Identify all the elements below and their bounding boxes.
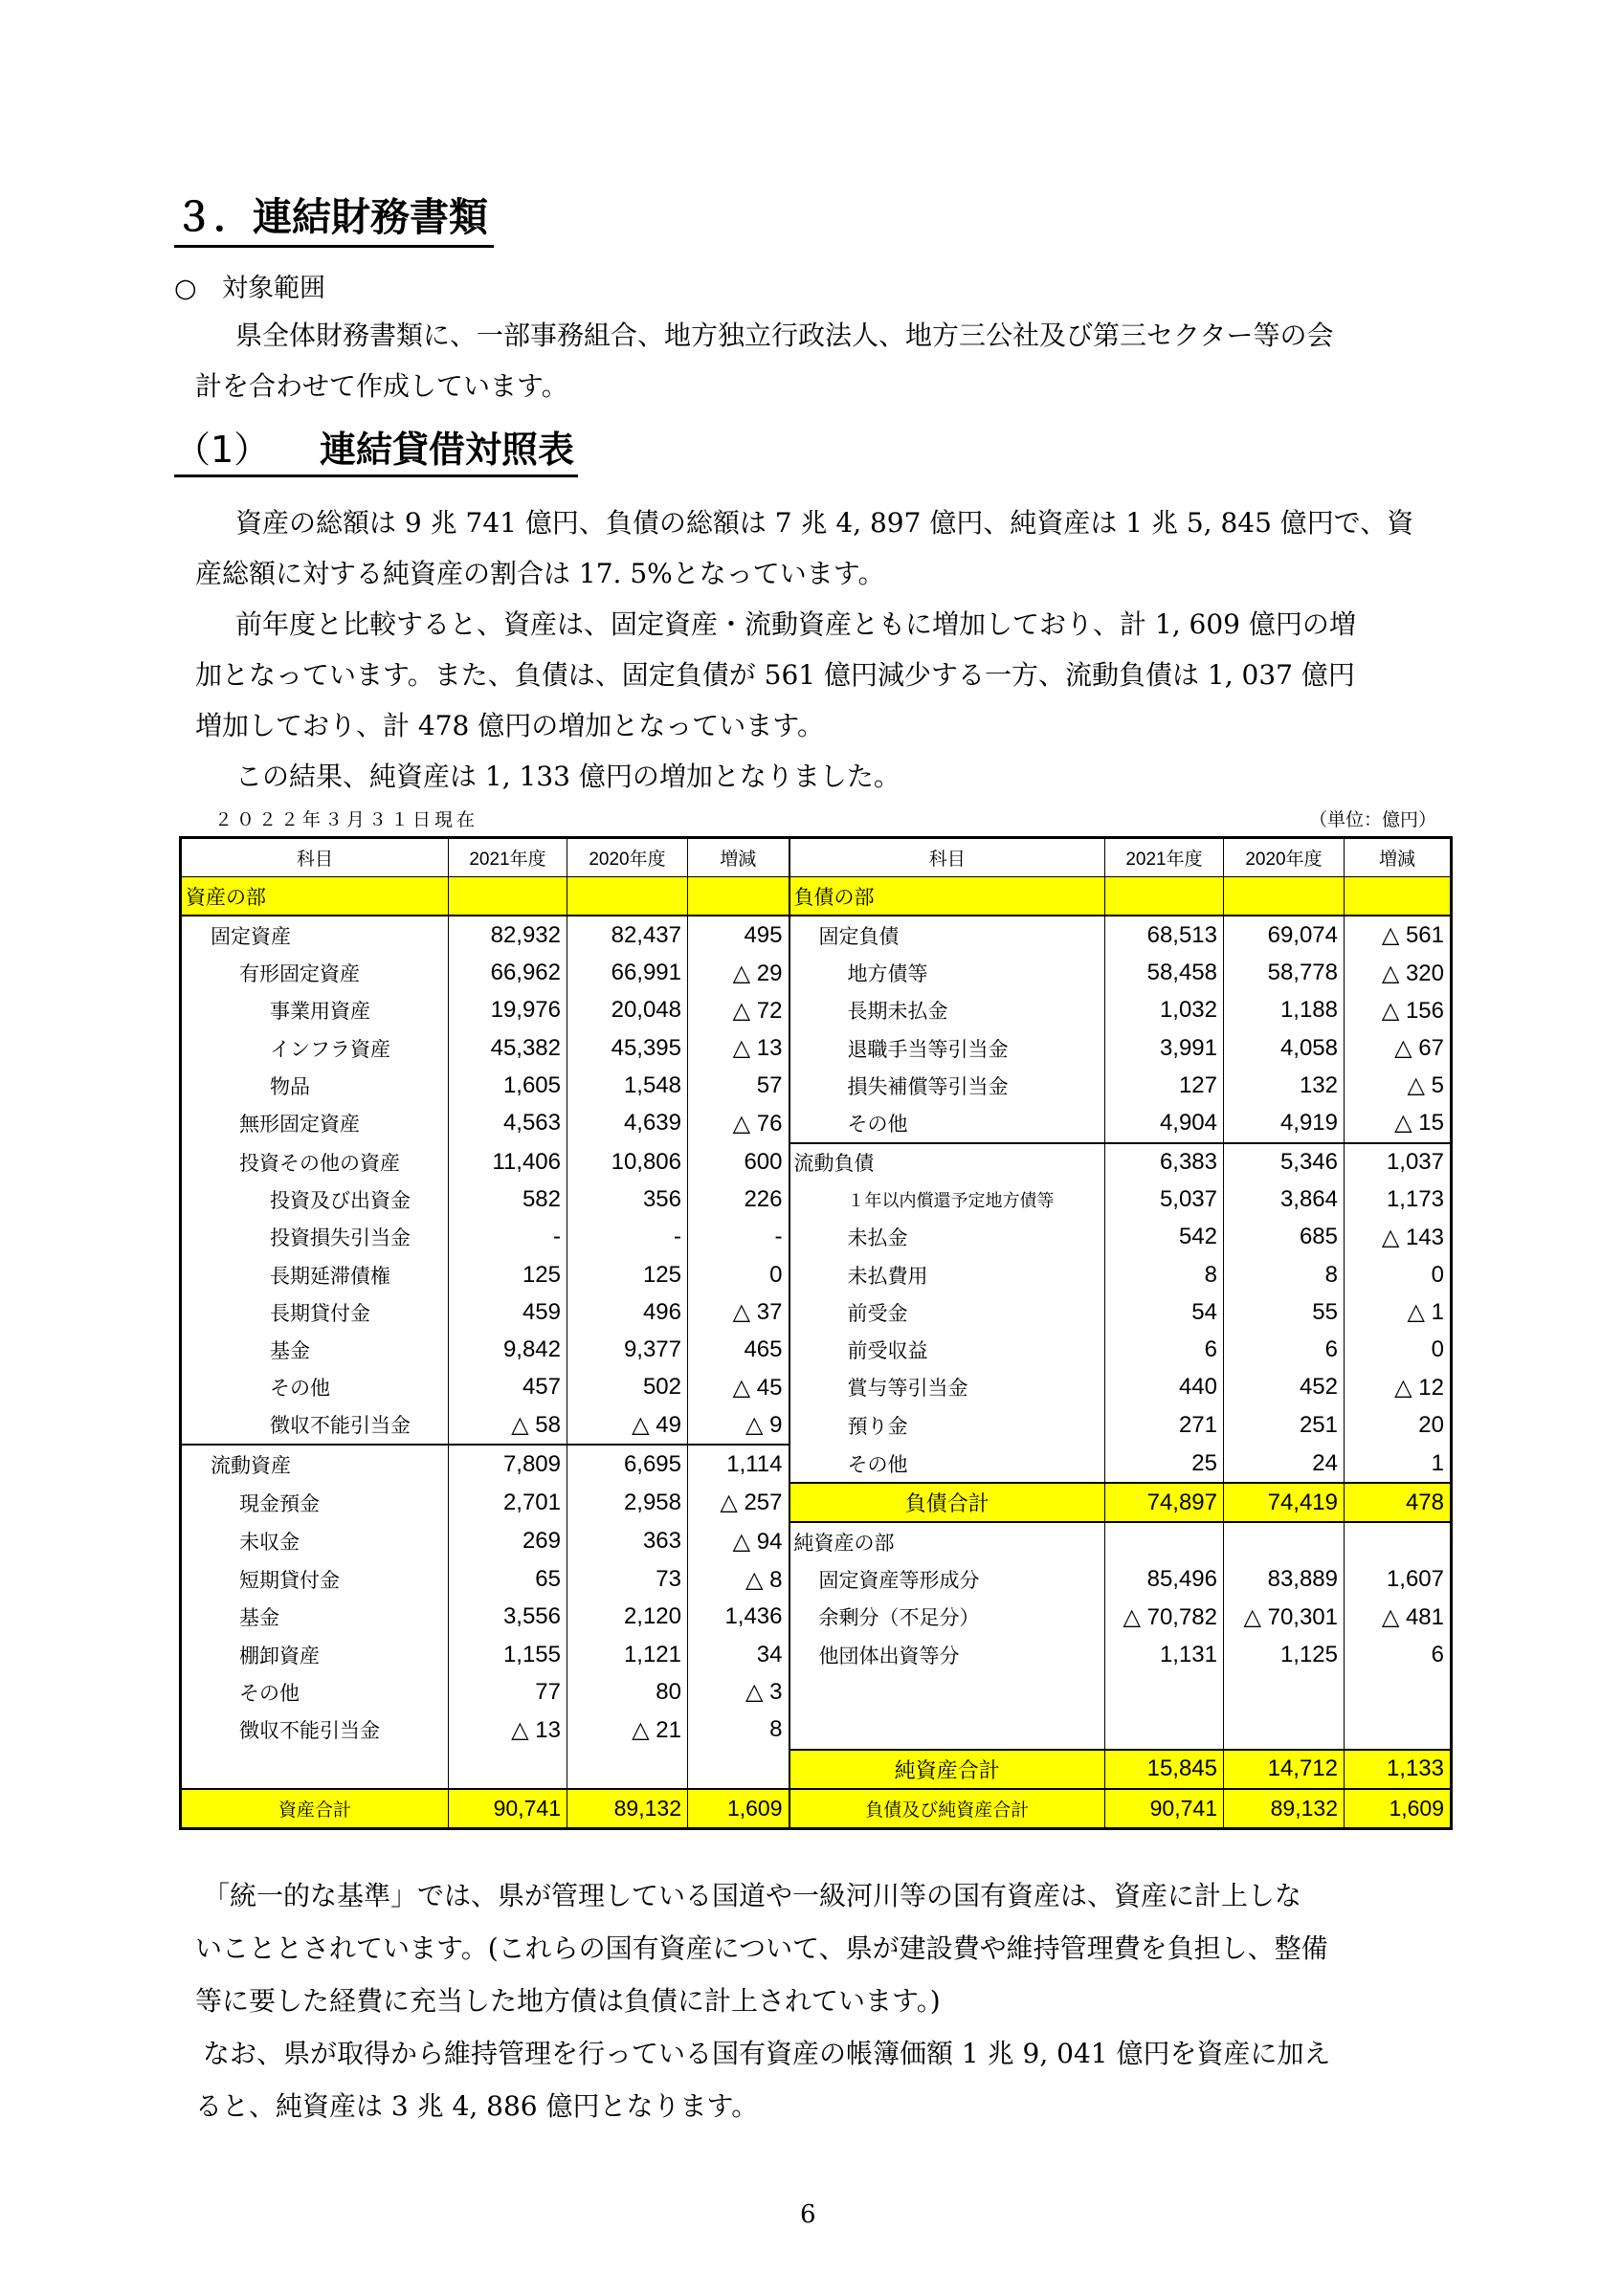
table-header-row [181,838,1452,877]
notes-line: なお、県が取得から維持管理を行っている国有資産の帳簿価額 1 兆 9, 041 億円を資産に加え [203,2038,1331,2069]
table-cell: 34 [688,1636,789,1673]
table-cell: - [567,1219,688,1256]
table-cell: 440 [1105,1369,1224,1406]
table-cell: 6,695 [567,1445,688,1483]
table-cell: 純資産合計 [789,1750,1105,1789]
table-cell: 未払費用 [789,1256,1105,1293]
table-cell [567,1750,688,1789]
notes-paragraph [195,1869,1466,2132]
table-cell: 14,712 [1224,1750,1345,1789]
table-cell: 54 [1105,1293,1224,1331]
table-cell: 基金 [181,1599,449,1636]
table-cell: 89,132 [567,1789,688,1829]
table-cell: 478 [1345,1483,1452,1522]
table-cell: 賞与等引当金 [789,1369,1105,1406]
table-cell: 0 [1345,1331,1452,1368]
table-cell: △ 8 [688,1561,789,1599]
table-cell: 495 [688,916,789,954]
scope-text-line: 計を合わせて作成しています。 [195,370,568,402]
table-row [181,1522,1452,1560]
table-cell: 89,132 [1224,1789,1345,1829]
table-cell [1105,1711,1224,1749]
table-row [181,1104,1452,1142]
table-row [181,992,1452,1029]
table-cell: 8 [1224,1256,1345,1293]
table-cell: 1 [1345,1445,1452,1483]
table-cell: 65 [449,1561,567,1599]
summary-paragraph [195,497,1466,802]
table-cell: 長期未払金 [789,992,1105,1029]
table-cell: 投資損失引当金 [181,1219,449,1256]
table-cell [1345,1711,1452,1749]
table-cell: 前受金 [789,1293,1105,1331]
table-cell: 6 [1345,1636,1452,1673]
table-cell: 6,383 [1105,1143,1224,1181]
table-cell: インフラ資産 [181,1029,449,1067]
table-cell [1224,877,1345,916]
table-cell: 1,188 [1224,992,1345,1029]
table-cell: 資産合計 [181,1789,449,1829]
table-cell: △ 3 [688,1673,789,1711]
table-cell: 73 [567,1561,688,1599]
table-cell: △ 58 [449,1406,567,1445]
table-cell [1345,1673,1452,1711]
table-cell: 4,904 [1105,1104,1224,1142]
table-cell: 1,155 [449,1636,567,1673]
table-cell: 66,962 [449,955,567,992]
table-cell: 有形固定資産 [181,955,449,992]
table-row [181,1561,1452,1599]
table-cell: 投資その他の資産 [181,1143,449,1181]
table-cell: 負債の部 [789,877,1105,916]
table-cell: 7,809 [449,1445,567,1483]
scope-label: 対象範囲 [222,274,325,303]
table-cell: △ 156 [1345,992,1452,1029]
table-row [181,1029,1452,1067]
table-row [181,1636,1452,1673]
table-cell: △ 94 [688,1522,789,1560]
table-row [181,1483,1452,1522]
table-row [181,1293,1452,1331]
column-header: 2020年度 [1224,838,1345,877]
table-cell: 流動資産 [181,1445,449,1483]
table-date: ２０２２年３月３１日現在 [214,809,479,830]
table-row [181,1067,1452,1104]
table-cell: 10,806 [567,1143,688,1181]
table-cell: △ 13 [449,1711,567,1749]
summary-line: 産総額に対する純資産の割合は 17. 5%となっています。 [195,558,885,589]
table-cell: △ 320 [1345,955,1452,992]
balance-sheet-table [179,836,1453,1830]
table-row [181,955,1452,992]
table-row [181,877,1452,916]
table-cell: 固定負債 [789,916,1105,954]
table-cell: 現金預金 [181,1483,449,1522]
table-cell: △ 70,782 [1105,1599,1224,1636]
table-cell: 基金 [181,1331,449,1368]
notes-line: 等に要した経費に充当した地方債は負債に計上されています。) [195,1985,941,2017]
table-cell: 1,121 [567,1636,688,1673]
table-cell: 3,991 [1105,1029,1224,1067]
table-cell [1105,1522,1224,1560]
column-header: 科目 [789,838,1105,877]
table-cell: 1,131 [1105,1636,1224,1673]
table-cell: △ 143 [1345,1219,1452,1256]
table-cell: 損失補償等引当金 [789,1067,1105,1104]
table-cell: 74,897 [1105,1483,1224,1522]
table-cell: 1,114 [688,1445,789,1483]
summary-line: 資産の総額は 9 兆 741 億円、負債の総額は 7 兆 4, 897 億円、純資産は 1 兆 5, 845 億円で、資 [235,507,1414,539]
table-cell: 685 [1224,1219,1345,1256]
table-cell: △ 72 [688,992,789,1029]
table-cell: 19,976 [449,992,567,1029]
summary-line: 前年度と比較すると、資産は、固定資産・流動資産ともに増加しており、計 1, 609 億円の増 [235,608,1356,640]
table-cell: 25 [1105,1445,1224,1483]
scope-paragraph [195,310,1466,411]
table-cell: その他 [181,1369,449,1406]
table-cell: その他 [789,1445,1105,1483]
table-cell: 6 [1105,1331,1224,1368]
table-cell: 74,419 [1224,1483,1345,1522]
table-cell: △ 29 [688,955,789,992]
table-cell: その他 [789,1104,1105,1142]
table-cell [449,1750,567,1789]
table-cell: 3,556 [449,1599,567,1636]
table-cell: 9,842 [449,1331,567,1368]
table-cell: 83,889 [1224,1561,1345,1599]
table-cell: 9,377 [567,1331,688,1368]
notes-line: いこととされています。(これらの国有資産について、県が建設費や維持管理費を負担し、整備 [195,1932,1328,1964]
table-cell: 55 [1224,1293,1345,1331]
table-cell [1345,877,1452,916]
table-cell: 長期貸付金 [181,1293,449,1331]
column-header: 増減 [1345,838,1452,877]
circle-bullet-icon: ○ [174,274,197,303]
table-row [181,1445,1452,1483]
table-cell: 45,382 [449,1029,567,1067]
table-cell: 90,741 [449,1789,567,1829]
table-cell [1224,1522,1345,1560]
table-cell: 3,864 [1224,1181,1345,1219]
table-cell: 132 [1224,1067,1345,1104]
table-row [181,1331,1452,1368]
table-cell: 2,958 [567,1483,688,1522]
table-row [181,1599,1452,1636]
column-header: 2021年度 [1105,838,1224,877]
table-cell [449,877,567,916]
table-cell: 496 [567,1293,688,1331]
table-cell: △ 257 [688,1483,789,1522]
table-cell [688,877,789,916]
table-cell: △ 45 [688,1369,789,1406]
table-cell: 6 [1224,1331,1345,1368]
table-cell: 固定資産等形成分 [789,1561,1105,1599]
table-cell: 125 [567,1256,688,1293]
table-cell: 452 [1224,1369,1345,1406]
table-cell: 資産の部 [181,877,449,916]
column-header: 増減 [688,838,789,877]
summary-line: この結果、純資産は 1, 133 億円の増加となりました。 [235,761,900,792]
table-cell: 4,919 [1224,1104,1345,1142]
table-cell: 269 [449,1522,567,1560]
table-row [181,1789,1452,1829]
table-unit: （単位：億円） [1309,809,1437,830]
table-cell: １年以内償還予定地方債等 [789,1181,1105,1219]
table-cell: その他 [181,1673,449,1711]
table-cell: 棚卸資産 [181,1636,449,1673]
table-cell: 82,932 [449,916,567,954]
table-cell: 1,133 [1345,1750,1452,1789]
table-row [181,1181,1452,1219]
table-cell: 251 [1224,1406,1345,1445]
table-cell: 58,458 [1105,955,1224,992]
table-cell [1345,1522,1452,1560]
notes-line: ると、純資産は 3 兆 4, 886 億円となります。 [195,2090,759,2122]
table-cell [181,1750,449,1789]
table-cell: 1,609 [1345,1789,1452,1829]
table-cell: 24 [1224,1445,1345,1483]
table-cell: △ 15 [1345,1104,1452,1142]
table-cell: 投資及び出資金 [181,1181,449,1219]
table-cell: 1,548 [567,1067,688,1104]
table-cell: 226 [688,1181,789,1219]
summary-line: 増加しており、計 478 億円の増加となっています。 [195,710,825,741]
table-cell: 徴収不能引当金 [181,1406,449,1445]
table-cell: △ 70,301 [1224,1599,1345,1636]
table-cell: 542 [1105,1219,1224,1256]
table-cell: 5,346 [1224,1143,1345,1181]
table-cell: 11,406 [449,1143,567,1181]
table-cell: 57 [688,1067,789,1104]
column-header: 2021年度 [449,838,567,877]
table-cell: - [688,1219,789,1256]
table-cell: 459 [449,1293,567,1331]
table-cell: 他団体出資等分 [789,1636,1105,1673]
table-cell: 20,048 [567,992,688,1029]
table-cell [1224,1711,1345,1749]
table-cell [789,1673,1105,1711]
table-cell: △ 5 [1345,1067,1452,1104]
table-cell: 無形固定資産 [181,1104,449,1142]
table-cell: 1,125 [1224,1636,1345,1673]
table-cell: 125 [449,1256,567,1293]
table-cell: 未払金 [789,1219,1105,1256]
table-cell: △ 37 [688,1293,789,1331]
table-cell: 8 [1105,1256,1224,1293]
table-cell [789,1711,1105,1749]
table-row [181,1369,1452,1406]
table-cell: 4,563 [449,1104,567,1142]
table-cell: 356 [567,1181,688,1219]
subsection-label: 連結貸借対照表 [320,429,575,471]
table-cell: △ 481 [1345,1599,1452,1636]
subsection-number: （1） [174,429,271,471]
table-cell: 82,437 [567,916,688,954]
table-cell: 1,032 [1105,992,1224,1029]
table-cell: 余剰分（不足分） [789,1599,1105,1636]
table-cell: 582 [449,1181,567,1219]
table-cell: 363 [567,1522,688,1560]
table-cell: △ 49 [567,1406,688,1445]
page-number: 6 [800,2200,816,2229]
table-row [181,1256,1452,1293]
table-cell: 1,609 [688,1789,789,1829]
section-title: ３．連結財務書類 [174,191,494,248]
table-cell: 長期延滞債権 [181,1256,449,1293]
table-cell [1105,1673,1224,1711]
table-cell: 58,778 [1224,955,1345,992]
table-cell: 純資産の部 [789,1522,1105,1560]
table-row [181,1673,1452,1711]
table-cell: 502 [567,1369,688,1406]
table-cell: 271 [1105,1406,1224,1445]
table-cell: 66,991 [567,955,688,992]
table-cell: 465 [688,1331,789,1368]
notes-line: 「統一的な基準」では、県が管理している国道や一級河川等の国有資産は、資産に計上しな [203,1880,1302,1911]
table-row [181,1406,1452,1445]
table-cell: 0 [1345,1256,1452,1293]
table-cell: 徴収不能引当金 [181,1711,449,1749]
table-cell: 20 [1345,1406,1452,1445]
table-cell: 85,496 [1105,1561,1224,1599]
table-cell: △ 1 [1345,1293,1452,1331]
table-cell: 4,639 [567,1104,688,1142]
table-cell [1224,1673,1345,1711]
table-cell: 1,436 [688,1599,789,1636]
table-cell: △ 13 [688,1029,789,1067]
table-cell: △ 21 [567,1711,688,1749]
table-cell: - [449,1219,567,1256]
table-cell: △ 67 [1345,1029,1452,1067]
table-cell [567,877,688,916]
table-row [181,1219,1452,1256]
table-cell: 物品 [181,1067,449,1104]
table-cell: 1,173 [1345,1181,1452,1219]
scope-text-line: 県全体財務書類に、一部事務組合、地方独立行政法人、地方三公社及び第三セクター等の会 [235,320,1334,351]
table-cell: 1,037 [1345,1143,1452,1181]
table-cell: 事業用資産 [181,992,449,1029]
table-cell: 預り金 [789,1406,1105,1445]
table-cell: 600 [688,1143,789,1181]
table-cell: 2,120 [567,1599,688,1636]
table-cell: 127 [1105,1067,1224,1104]
column-header: 科目 [181,838,449,877]
table-cell: 負債合計 [789,1483,1105,1522]
table-cell: 68,513 [1105,916,1224,954]
table-cell: 1,607 [1345,1561,1452,1599]
table-cell: 退職手当等引当金 [789,1029,1105,1067]
table-cell: 未収金 [181,1522,449,1560]
table-cell: 45,395 [567,1029,688,1067]
table-cell: △ 76 [688,1104,789,1142]
table-cell: 前受収益 [789,1331,1105,1368]
table-cell: 0 [688,1256,789,1293]
column-header: 2020年度 [567,838,688,877]
table-cell: 固定資産 [181,916,449,954]
table-cell: 1,605 [449,1067,567,1104]
summary-line: 加となっています。また、負債は、固定負債が 561 億円減少する一方、流動負債は 1, 037 億円 [195,659,1355,691]
table-row [181,1750,1452,1789]
scope-heading [174,270,325,308]
table-cell: △ 561 [1345,916,1452,954]
table-row [181,1711,1452,1749]
table-cell: 負債及び純資産合計 [789,1789,1105,1829]
table-cell: 8 [688,1711,789,1749]
table-cell: 4,058 [1224,1029,1345,1067]
table-cell: 80 [567,1673,688,1711]
table-cell: △ 12 [1345,1369,1452,1406]
table-cell: 5,037 [1105,1181,1224,1219]
table-cell [1105,877,1224,916]
table-cell: 短期貸付金 [181,1561,449,1599]
table-cell: 2,701 [449,1483,567,1522]
table-cell: 地方債等 [789,955,1105,992]
table-cell: △ 9 [688,1406,789,1445]
table-row [181,916,1452,954]
table-cell: 457 [449,1369,567,1406]
table-row [181,1143,1452,1181]
table-cell: 69,074 [1224,916,1345,954]
subsection-title [174,425,578,477]
table-cell: 77 [449,1673,567,1711]
table-cell: 15,845 [1105,1750,1224,1789]
table-cell: 90,741 [1105,1789,1224,1829]
table-cell [688,1750,789,1789]
table-cell: 流動負債 [789,1143,1105,1181]
